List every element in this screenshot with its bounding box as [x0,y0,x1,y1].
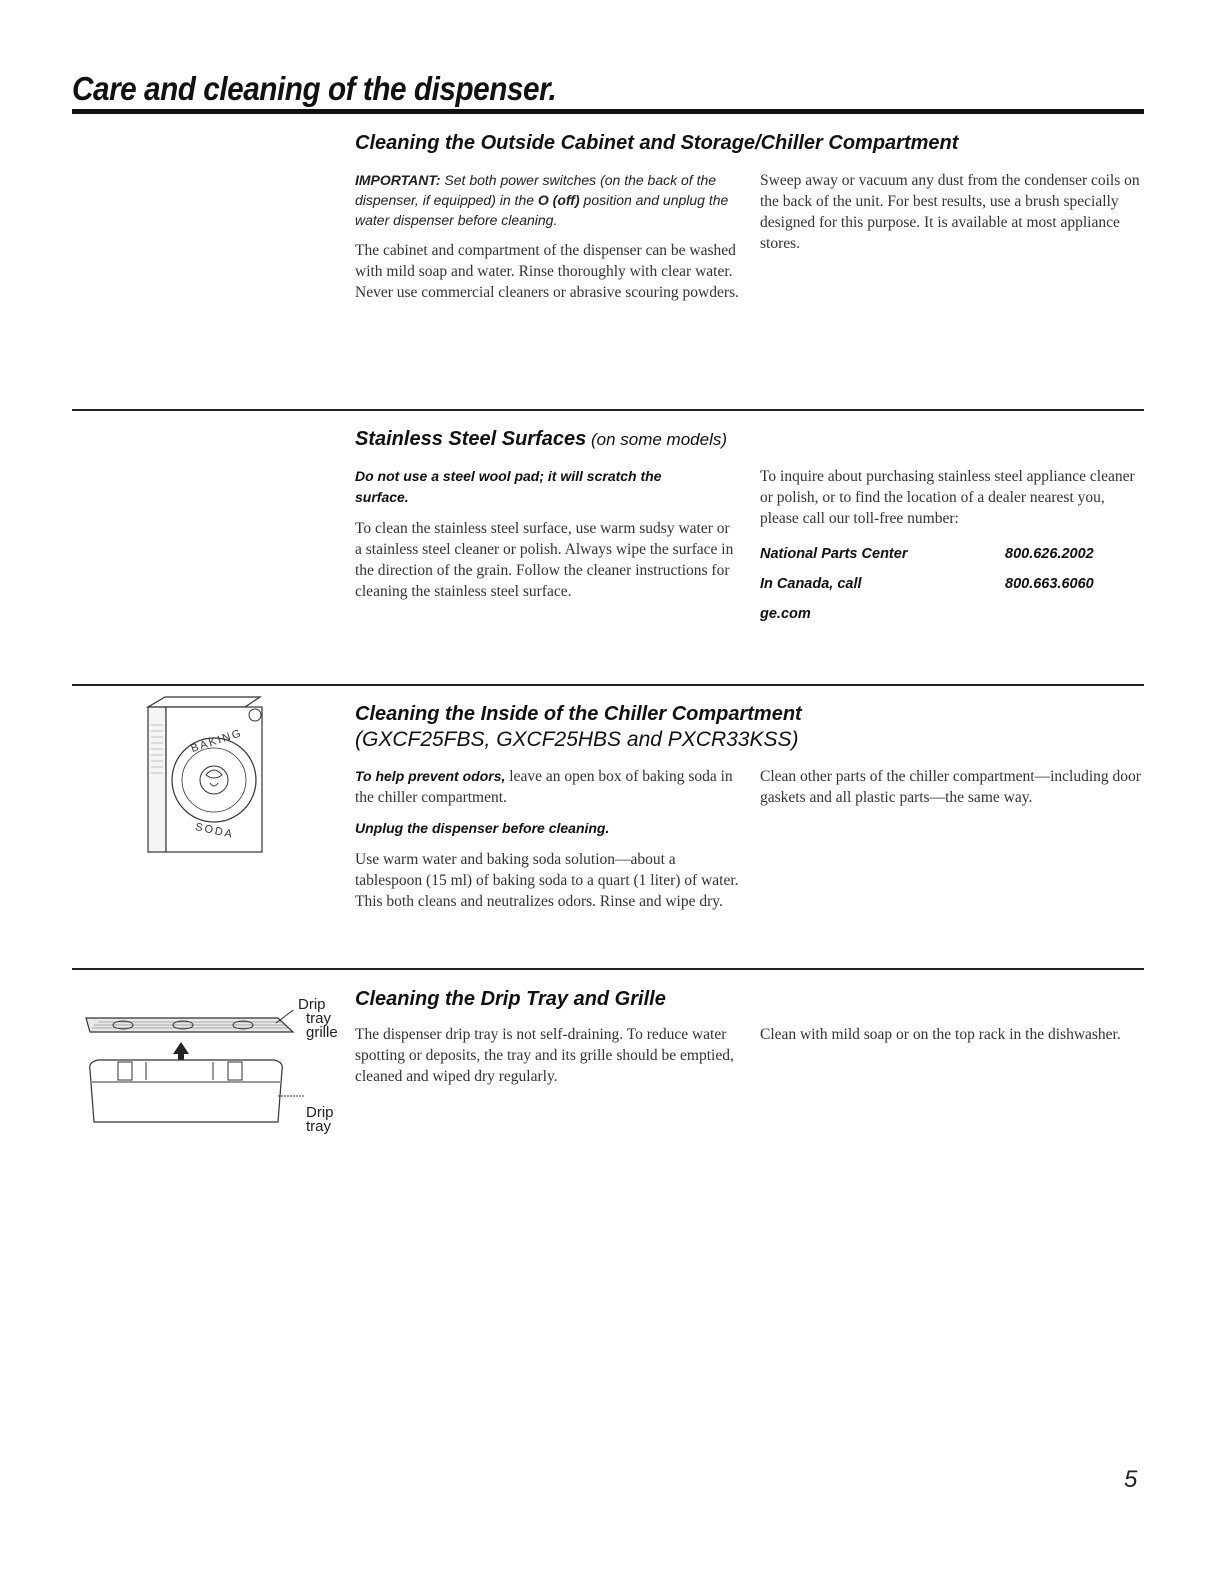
stainless-left-text: To clean the stainless steel surface, use warm sudsy water or a stainless steel cleaner or polish. Always wipe the surface in the direction of the grain. Follow the cleaner instructions for cleaning the stainless steel surface. [355,520,734,600]
section-divider [72,409,1144,411]
drip-left-text: The dispenser drip tray is not self-draining. To reduce water spotting or deposits, the tray and its grille should be emptied, cleaned and wiped dry regularly. [355,1026,734,1085]
outside-right-text: Sweep away or vacuum any dust from the condenser coils on the back of the unit. For best results, use a brush specially designed for this purpose. It is available at most appliance stores. [760,172,1140,252]
outside-left-text: The cabinet and compartment of the dispenser can be washed with mild soap and water. Rinse thoroughly with clear water. Never use commercial cleaners or abrasive scouring powders. [355,242,739,301]
outside-left-column [355,170,740,313]
drip-tray-label: Drip tray [306,1104,334,1135]
drip-right-text: Clean with mild soap or on the top rack in the dishwasher. [760,1026,1121,1043]
section-heading-drip: Cleaning the Drip Tray and Grille [355,988,666,1010]
section-models: (GXCF25FBS, GXCF25HBS and PXCR33KSS) [355,728,799,751]
title-rule [72,109,1144,114]
odor-tip: To help prevent odors, leave an open box of baking soda in the chiller compartment. [355,768,733,806]
stainless-right-column [760,466,1145,629]
section-divider [72,684,1144,686]
contact-list [760,539,1145,629]
drip-left-column [355,1024,740,1097]
inside-right-text: Clean other parts of the chiller compartment—including door gaskets and all plastic parts—the same way. [760,768,1141,806]
unplug-warning: Unplug the dispenser before cleaning. [355,820,610,836]
section-divider [72,968,1144,970]
inside-left-column [355,766,740,922]
drip-tray-illustration [78,1010,308,1130]
box-label-bottom: SODA [194,821,236,841]
important-note: IMPORTANT: Set both power switches (on the back of the dispenser, if equipped) in the O (off) position and unplug the water dispenser before cleaning. [355,172,729,228]
drip-tray-grille-label: Drip tray grille [298,996,338,1041]
page-title: Care and cleaning of the dispenser. [72,70,557,107]
inside-right-column [760,766,1145,818]
box-label-top: BAKING [189,727,245,755]
section-heading-outside: Cleaning the Outside Cabinet and Storage/Chiller Compartment [355,132,959,154]
page-number: 5 [1124,1466,1138,1493]
contact-row: National Parts Center 800.626.2002 [760,545,1094,562]
stainless-left-column [355,466,740,612]
section-heading-stainless: Stainless Steel Surfaces (on some models) [355,428,728,450]
contact-link[interactable]: ge.com [760,605,811,622]
inside-left-text: Use warm water and baking soda solution—about a tablespoon (15 ml) of baking soda to a quart (1 liter) of water. This both cleans and neutralizes odors. Rinse and wipe dry. [355,851,739,910]
steel-wool-warning: Do not use a steel wool pad; it will scratch the surface. [355,468,662,505]
contact-row: In Canada, call 800.663.6060 [760,575,1094,592]
drip-right-column [760,1024,1145,1055]
outside-right-column [760,170,1145,264]
stainless-right-text: To inquire about purchasing stainless steel appliance cleaner or polish, or to find the location of a dealer nearest you, please call our toll-free number: [760,468,1135,527]
baking-soda-box-illustration [140,695,265,860]
section-heading-inside: Cleaning the Inside of the Chiller Compartment [355,703,802,725]
